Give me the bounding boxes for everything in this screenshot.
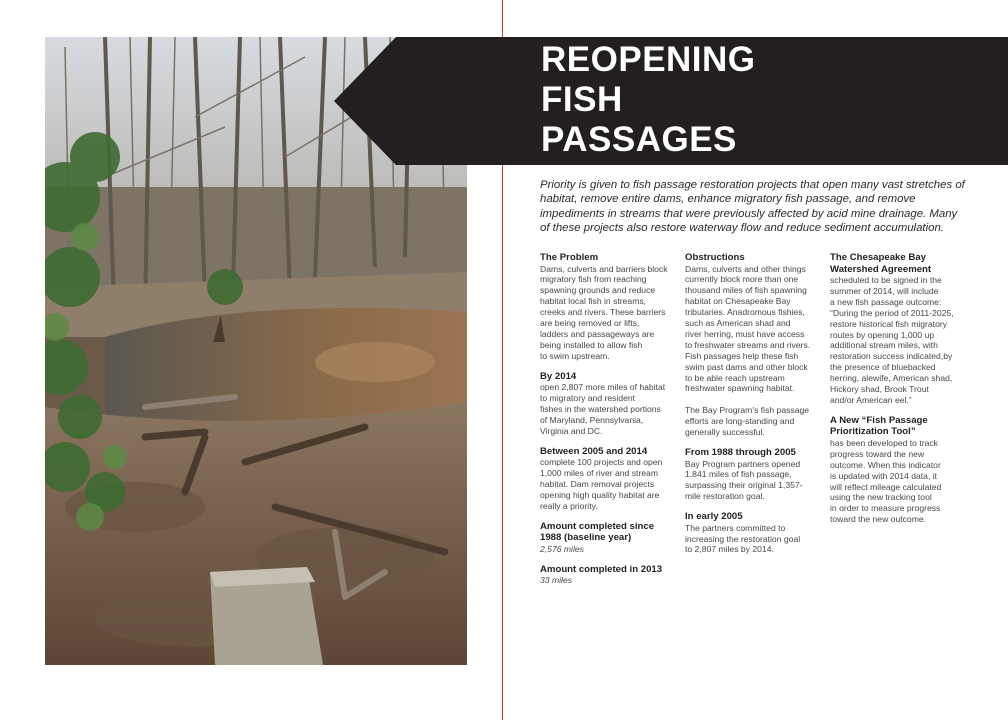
section-amount-2013 [540, 564, 674, 586]
section-heading: Amount completed in 2013 [540, 563, 663, 575]
section-amount-since-1988 [540, 521, 674, 555]
section-body: 33 miles [540, 575, 572, 586]
section-body: The partners committed to increasing the restoration goal to 2,807 miles by 2014. [685, 522, 801, 555]
section-body: 2,576 miles [540, 543, 584, 554]
section-heading: A New “Fish Passage Prioritization Tool” [830, 414, 928, 438]
section-heading: Obstructions [685, 252, 745, 263]
section-heading: The Chesapeake Bay Watershed Agreement [830, 252, 932, 275]
section-body: open 2,807 more miles of habitat to migratory and resident fishes in the watershed portions of Maryland, Pennsylvania, Virginia and DC. [540, 382, 666, 436]
section-heading: The Problem [540, 252, 599, 263]
section-early-2005 [685, 511, 817, 555]
section-between-2005-2014 [540, 446, 674, 512]
section-body: Dams, culverts and barriers block migratory fish from reaching spawning grounds and reduce habitat local fish in streams, creeks and rivers. These barriers are being removed or lifts, ladders and passageways are being installed to allow fish to swim upstream. [540, 263, 668, 361]
section-body: complete 100 projects and open 1,000 miles of river and stream habitat. Dam removal projects opening high quality habitat are really a priority. [540, 457, 663, 511]
intro-paragraph: Priority is given to fish passage restoration projects that open many vast stretches of habitat, remove entire dams, enhance migratory fish passage, and remove impediments in streams that were previously affected by acid mine drainage. Many of these projects also restore waterway flow and reduce sediment accumulation. [540, 179, 965, 234]
text-column-1 [540, 252, 674, 595]
title-line: PASSAGES [541, 120, 737, 159]
section-1988-through-2005 [685, 447, 817, 502]
section-heading: From 1988 through 2005 [685, 447, 796, 458]
section-obstructions [685, 252, 817, 438]
text-column-2 [685, 252, 817, 564]
section-the-problem [540, 252, 674, 362]
section-heading: Amount completed since 1988 (baseline year) [540, 520, 655, 544]
section-prioritization-tool [830, 415, 964, 525]
title-line: FISH [541, 80, 623, 119]
section-watershed-agreement [830, 252, 964, 406]
section-body: Dams, culverts and other things currently block more than one thousand miles of fish spawning habitat on Chesapeake Bay tributaries. Anadromous fishies, such as American shad and river herring, must have access to freshwater streams and rivers. Fish passages help these fish swim past dams and other block to be able reach upstream freshwater spawning habitat. The Bay Program’s fish passage efforts are long-standing and generally successful. [685, 263, 811, 438]
section-body: has been developed to track progress toward the new outcome. When this indicator is updated with 2014 data, it will reflect mileage calculated using the new tracking tool in order to measure progress toward the new outcome. [830, 437, 942, 525]
section-heading: By 2014 [540, 370, 577, 382]
section-heading: In early 2005 [685, 511, 743, 523]
text-column-3 [830, 252, 964, 534]
section-by-2014 [540, 371, 674, 437]
section-body: scheduled to be signed in the summer of 2014, will include a new fish passage outcome: “During the period of 2011-2025, restore historical fish migratory routes by opening 1,000 up additional stream miles, with restoration success indicated,by the presence of bluebacked herring, alewife, American shad, Hickory shad, Brook Trout and/or American eel.” [830, 275, 954, 405]
section-body: Bay Program partners opened 1,841 miles of fish passage, surpassing their original 1,357- mile restoration goal. [685, 458, 803, 502]
page-title [541, 40, 756, 160]
title-line: REOPENING [541, 40, 756, 79]
section-heading: Between 2005 and 2014 [540, 445, 648, 457]
